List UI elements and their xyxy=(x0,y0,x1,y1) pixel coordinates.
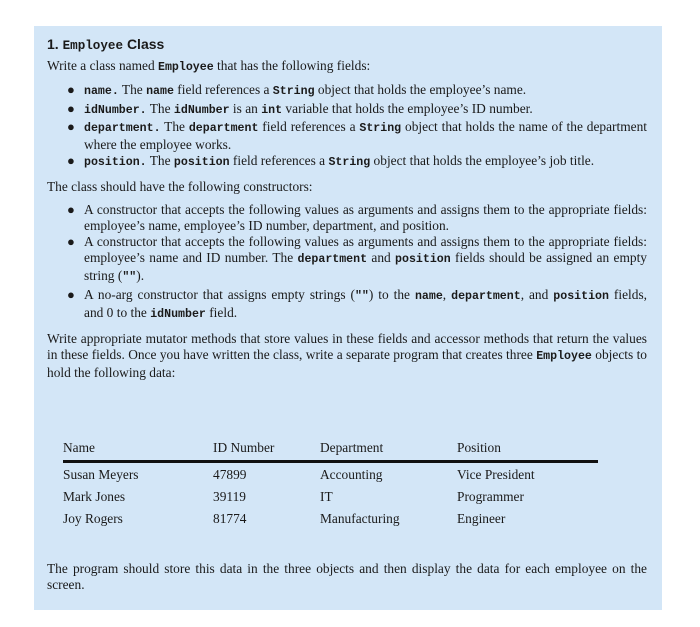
table-row xyxy=(63,462,598,486)
constructor-code: idNumber xyxy=(150,307,206,321)
employee-data-table xyxy=(63,440,598,529)
cell-name: Mark Jones xyxy=(63,489,126,504)
cell-position: Programmer xyxy=(457,489,524,504)
field-text: The xyxy=(118,82,147,98)
cell-name: Susan Meyers xyxy=(63,467,139,482)
section-title xyxy=(47,36,647,54)
cell-id-number: 47899 xyxy=(213,467,247,482)
bullet-icon: ● xyxy=(67,153,75,169)
field-code-ref: idNumber xyxy=(173,103,230,117)
constructor-text: A constructor that accepts the following values as arguments and assigns them to the appropriate fields: employee’s name and ID number. The xyxy=(84,234,647,266)
bullet-icon: ● xyxy=(67,286,75,302)
constructor-code: position xyxy=(395,253,451,267)
intro-paragraph xyxy=(47,58,647,76)
field-type: String xyxy=(272,85,315,99)
field-code-ref: name xyxy=(146,85,174,99)
constructor-code: name xyxy=(414,289,443,303)
bullet-icon: ● xyxy=(67,82,75,98)
cell-name: Joy Rogers xyxy=(63,511,123,526)
field-type: String xyxy=(328,156,371,170)
methods-text-end: objects to hold the following data: xyxy=(47,347,647,381)
constructor-item xyxy=(47,234,647,287)
field-item xyxy=(47,153,647,171)
field-text: variable that holds the employee’s ID number. xyxy=(282,100,533,116)
field-item xyxy=(47,101,647,119)
field-text: field references a xyxy=(173,82,273,98)
bullet-icon: ● xyxy=(67,100,75,116)
constructor-text: field. xyxy=(205,304,238,320)
constructor-code: department xyxy=(451,289,521,303)
bullet-icon: ● xyxy=(67,201,75,217)
field-type: String xyxy=(359,121,402,135)
cell-id-number: 39119 xyxy=(213,489,246,504)
cell-id-number: 81774 xyxy=(213,511,247,526)
intro-class-name: Employee xyxy=(158,61,214,75)
cell-department: IT xyxy=(320,489,333,504)
intro-text-end: that has the following fields: xyxy=(213,58,371,74)
table-header-row xyxy=(63,440,598,462)
cell-position: Vice President xyxy=(457,467,535,482)
constructor-text: fields, and 0 to the xyxy=(84,286,648,320)
methods-text: Write appropriate mutator methods that store values in these fields and accessor methods that return the values in these fields. Once you have written the class, write a separate program that creates three xyxy=(47,331,647,363)
field-text: The xyxy=(146,100,174,116)
field-code: idNumber. xyxy=(84,103,147,117)
field-text: object that holds the employee’s job title. xyxy=(370,153,595,169)
field-text: field references a xyxy=(229,153,329,169)
field-text: object that holds the name of the department where the employee works. xyxy=(84,118,647,153)
field-code: department. xyxy=(84,121,161,135)
constructor-text: ). xyxy=(136,268,145,284)
field-item xyxy=(47,82,647,100)
field-code: position. xyxy=(84,156,147,170)
section-number: 1. xyxy=(47,36,59,52)
section-class-name: Employee xyxy=(62,39,124,53)
cell-department: Accounting xyxy=(320,467,383,482)
intro-text: Write a class named xyxy=(47,58,159,74)
header-department: Department xyxy=(320,440,457,462)
cell-department: Manufacturing xyxy=(320,511,400,526)
constructor-text: and xyxy=(367,250,396,266)
field-text: The xyxy=(160,118,189,134)
table-row xyxy=(63,485,598,507)
constructor-code: position xyxy=(553,289,609,303)
header-name: Name xyxy=(63,440,213,462)
field-text: object that holds the employee’s name. xyxy=(314,82,527,98)
constructor-text: , xyxy=(442,286,452,302)
constructor-text: ) to the xyxy=(368,286,415,302)
constructor-text: fields should be assigned an empty string ( xyxy=(84,250,647,284)
constructor-text: A no-arg constructor that assigns empty strings ( xyxy=(84,286,355,302)
field-code-ref: position xyxy=(173,156,230,170)
exercise-panel xyxy=(34,26,662,610)
closing-paragraph: The program should store this data in the three objects and then display the data for each employee on the screen. xyxy=(47,561,647,593)
constructors-intro: The class should have the following constructors: xyxy=(47,179,313,195)
bullet-icon: ● xyxy=(67,234,75,250)
methods-class-name: Employee xyxy=(536,350,592,364)
methods-paragraph xyxy=(47,331,647,382)
header-id-number: ID Number xyxy=(213,440,320,462)
employee-data-table-wrap xyxy=(63,440,598,529)
field-text: The xyxy=(146,153,174,169)
header-position: Position xyxy=(457,440,598,462)
constructor-text: , and xyxy=(520,286,554,302)
constructor-code: department xyxy=(297,253,368,267)
cell-position: Engineer xyxy=(457,511,506,526)
constructor-text: A constructor that accepts the following values as arguments and assigns them to the appropriate fields: employee’s name, employee’s ID number, department, and position. xyxy=(84,201,647,233)
exercise-content xyxy=(47,36,647,388)
constructor-item xyxy=(47,202,647,234)
table-row xyxy=(63,507,598,529)
constructor-code: "" xyxy=(354,289,369,303)
section-title-word: Class xyxy=(126,36,165,52)
bullet-icon: ● xyxy=(67,118,75,134)
field-text: field references a xyxy=(258,118,360,134)
constructor-code: "" xyxy=(122,271,137,285)
field-code: name. xyxy=(84,85,119,99)
constructors-list xyxy=(47,202,647,323)
field-type: int xyxy=(261,103,283,117)
field-item xyxy=(47,119,647,153)
field-text: is an xyxy=(229,100,262,116)
constructor-item xyxy=(47,287,647,323)
fields-list xyxy=(47,82,647,171)
field-code-ref: department xyxy=(188,121,259,135)
